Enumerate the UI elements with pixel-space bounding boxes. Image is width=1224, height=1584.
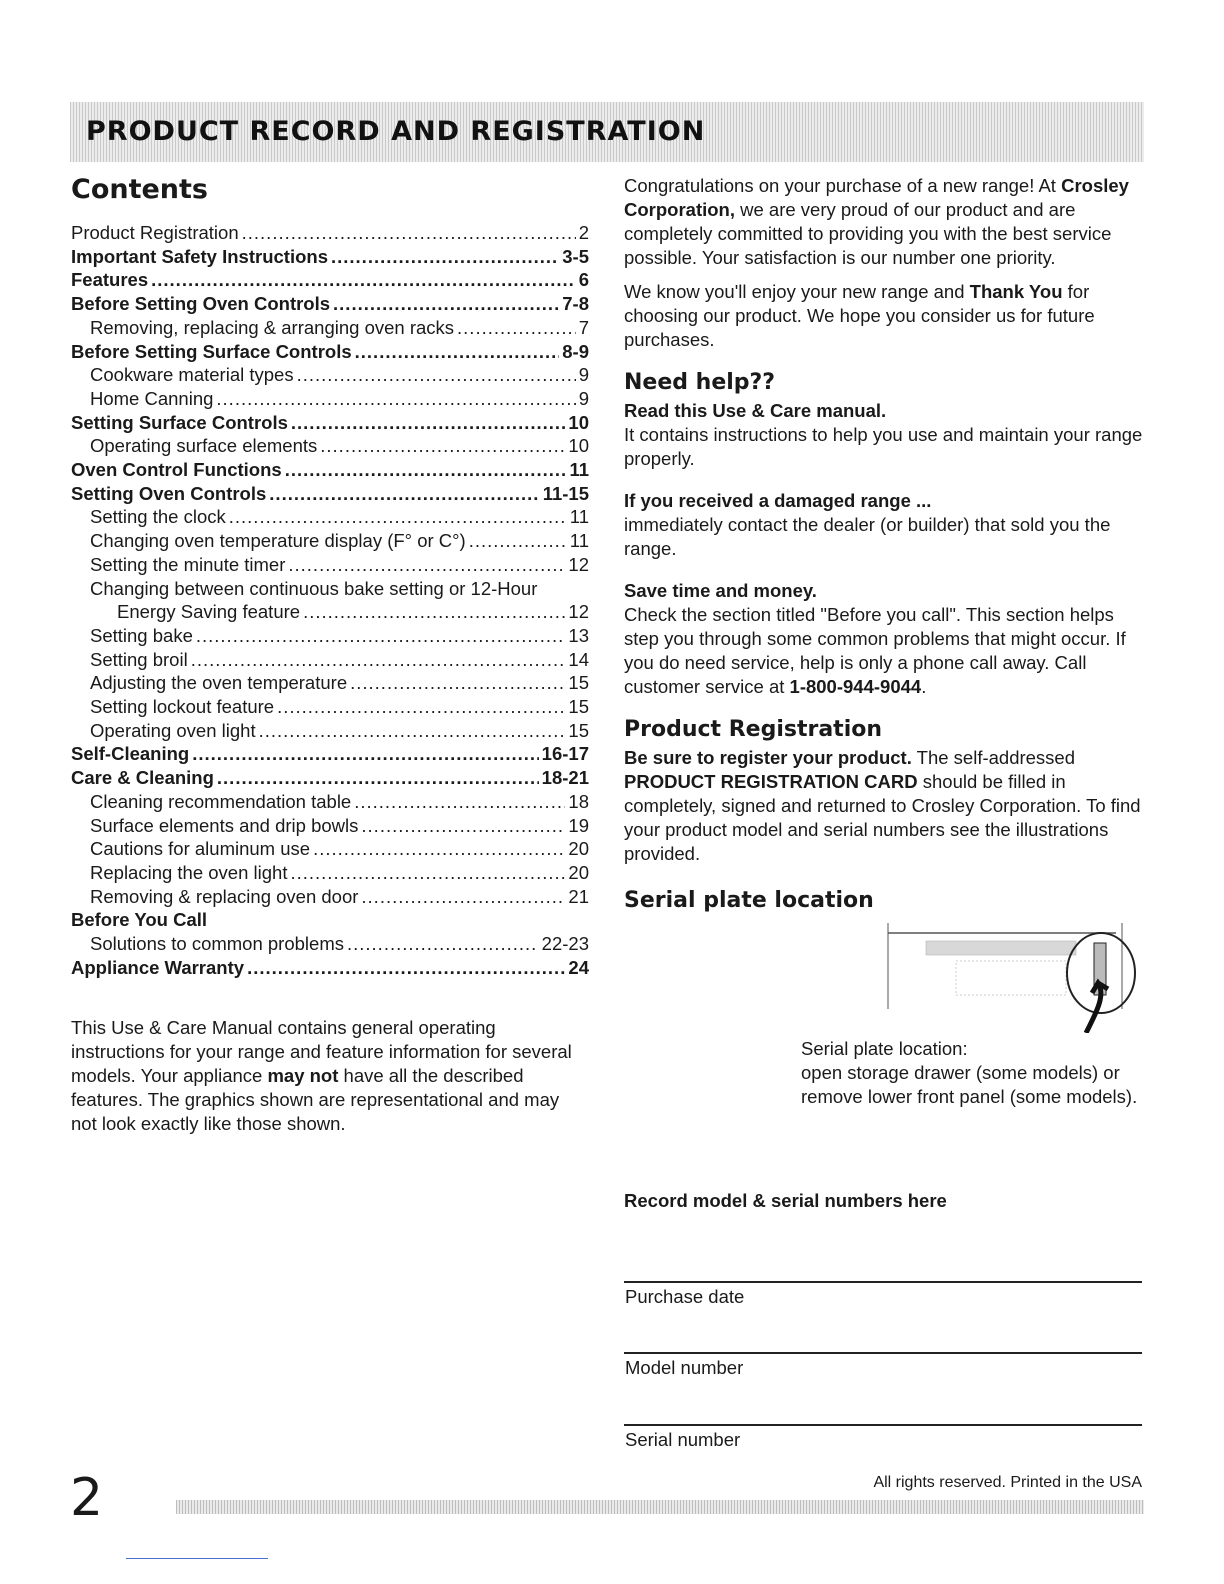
page-title: PRODUCT RECORD AND REGISTRATION [86,116,706,147]
help-text-end: . [921,676,927,697]
toc-leader-dots [269,482,539,506]
toc-leader-dots [303,600,565,624]
toc-page-number: 8-9 [562,340,589,362]
disclaimer-text-1: This Use & Care Manual contains general operating instructions for your range and feature information for several models. Your appliance [71,1016,572,1086]
toc-leader-dots [259,719,566,743]
toc-leader-dots [297,363,576,387]
toc-page-number: 12 [568,553,589,575]
intro-paragraph-2 [624,280,1144,352]
serial-number-line[interactable] [624,1424,1142,1426]
toc-leader-dots [291,411,566,435]
toc-label: Oven Control Functions [71,459,282,481]
toc-label: Setting Oven Controls [71,482,267,504]
intro-text: for choosing our product. We hope you consider us for future purchases. [624,281,1095,350]
toc-page-number: 24 [568,956,589,978]
toc-label: Before Setting Surface Controls [71,340,352,362]
toc-label: Setting broil [90,648,188,670]
toc-item [71,292,589,316]
toc-leader-dots [191,648,566,672]
toc-page-number: 6 [578,269,589,291]
toc-leader-dots [457,316,576,340]
toc-item [71,648,589,672]
toc-label: Setting lockout feature [90,696,275,718]
toc-label: Cleaning recommendation table [90,790,352,812]
toc-page-number: 10 [568,435,589,457]
toc-label: Setting Surface Controls [71,411,288,433]
toc-item [71,458,589,482]
help-text [624,603,1144,699]
toc-item [71,719,589,743]
range-drawer-illustration [886,923,1146,1033]
toc-label: Important Safety Instructions [71,245,328,267]
toc-item [71,387,589,411]
toc-page-number: 20 [568,838,589,860]
toc-item [71,837,589,861]
toc-label: Home Canning [90,387,214,409]
toc-page-number: 2 [578,222,589,243]
left-column [71,174,589,1136]
rights-text: All rights reserved. Printed in the USA [873,1474,1142,1491]
registration-heading: Product Registration [624,717,883,742]
help-section-save [624,579,1144,699]
disclaimer-bold: may not [267,1064,339,1086]
toc-leader-dots [242,221,576,245]
toc-label: Cookware material types [90,364,294,386]
toc-item [71,482,589,506]
serial-number-label: Serial number [625,1429,741,1450]
toc-item [71,861,589,885]
help-subhead: If you received a damaged range ... [624,490,932,511]
toc-item [71,316,589,340]
toc-item [71,529,589,553]
toc-label: Cautions for aluminum use [90,838,311,860]
toc-page-number: 21 [568,885,589,907]
need-help-heading: Need help?? [624,370,776,395]
toc-page-number: 7 [578,316,589,338]
serial-heading: Serial plate location [624,888,874,913]
toc-label: Operating oven light [90,719,256,741]
toc-label: Adjusting the oven temperature [90,672,348,694]
toc-leader-dots [347,932,539,956]
toc-item [71,221,589,245]
toc-page-number: 15 [568,696,589,718]
toc-item [71,411,589,435]
toc-label: Replacing the oven light [90,861,288,883]
toc-page-number: 11-15 [542,482,589,504]
registration-bold-1: Be sure to register your product. [624,747,912,768]
toc-label: Surface elements and drip bowls [90,814,359,836]
record-heading: Record model & serial numbers here [624,1190,947,1211]
toc-leader-dots [285,458,567,482]
toc-item [71,742,589,766]
toc-item [71,956,589,980]
toc-leader-dots [217,766,539,790]
purchase-date-label: Purchase date [625,1286,745,1307]
toc-page-number: 9 [578,387,589,409]
registration-text: should be filled in completely, signed and returned to Crosley Corporation. To find your product model and serial numbers see the illustrations provided. [624,771,1141,864]
toc-page-number: 20 [568,861,589,883]
toc-leader-dots [192,742,538,766]
serial-plate-illustration-area [624,917,1144,1122]
registration-paragraph [624,746,1144,866]
toc-label: Before You Call [71,909,208,931]
toc-leader-dots [361,814,565,838]
intro-text: We know you'll enjoy your new range and [624,281,970,302]
footer-bar [176,1500,1144,1514]
toc-label: Product Registration [71,222,239,243]
toc-item [71,908,589,932]
model-number-line[interactable] [624,1352,1142,1354]
intro-text: we are very proud of our product and are completely committed to providing you with the best service possible. Your satisfaction is our number one priority. [624,199,1112,268]
toc-label: Solutions to common problems [90,933,344,955]
toc-leader-dots [151,268,576,292]
toc-page-number: 11 [569,530,589,552]
toc-label: Removing, replacing & arranging oven racks [90,316,455,338]
toc-leader-dots [355,340,560,364]
toc-leader-dots [361,885,565,909]
toc-item [71,340,589,364]
help-text-body: Check the section titled "Before you call". This section helps step you through some common problems that might occur. If you do need service, help is only a phone call away. Call customer service at [624,604,1126,697]
intro-paragraph-1 [624,174,1144,270]
help-subhead: Save time and money. [624,580,817,601]
toc-leader-dots [196,624,566,648]
contents-heading: Contents [71,174,209,205]
toc-label: Before Setting Oven Controls [71,293,331,315]
toc-leader-dots [247,956,565,980]
toc-label: Changing between continuous bake setting or 12-Hour [90,577,538,599]
serial-caption-line: open storage drawer (some models) or [801,1062,1120,1083]
toc-leader-dots [331,245,559,269]
intro-text: Congratulations on your purchase of a new range! At [624,175,1062,196]
toc-page-number: 18-21 [541,767,589,789]
toc-page-number: 9 [578,364,589,386]
toc-page-number: 18 [568,790,589,812]
toc-item [71,624,589,648]
toc-page-number: 15 [568,672,589,694]
disclaimer [71,1016,589,1136]
toc-label: Setting the minute timer [90,553,286,575]
help-text: It contains instructions to help you use and maintain your range properly. [624,424,1143,469]
toc-item [71,245,589,269]
toc-item [71,505,589,529]
toc-page-number: 3-5 [562,245,589,267]
disclaimer-text-2: have all the described features. The graphics shown are representational and may not look exactly like those shown. [71,1064,560,1134]
toc-leader-dots [229,505,567,529]
bottom-rule [126,1558,268,1559]
toc-leader-dots [277,695,565,719]
toc-item [71,695,589,719]
toc-leader-dots [354,790,565,814]
company-name: Crosley Corporation, [624,175,1129,220]
toc-page-number: 11 [569,506,589,528]
toc-item [71,268,589,292]
page-number: 2 [70,1468,104,1528]
toc-leader-dots [350,671,565,695]
phone-number: 1-800-944-9044 [789,676,922,697]
toc-label: Operating surface elements [90,435,318,457]
toc-leader-dots [333,292,559,316]
toc-item [71,363,589,387]
toc-page-number: 15 [568,719,589,741]
toc-leader-dots [216,387,575,411]
toc-page-number: 14 [568,648,589,670]
toc-item [71,790,589,814]
toc-label: Features [71,269,149,291]
serial-caption-line: Serial plate location: [801,1038,968,1059]
help-subhead: Read this Use & Care manual. [624,400,887,421]
toc-page-number: 19 [568,814,589,836]
toc-item [71,814,589,838]
toc-item [71,766,589,790]
right-column [624,174,1144,1122]
serial-caption-line: remove lower front panel (some models). [801,1086,1138,1107]
toc-item [71,932,589,956]
toc-label: Care & Cleaning [71,767,214,789]
toc-label: Energy Saving feature [117,601,301,623]
toc-label: Self-Cleaning [71,743,190,765]
toc-item [71,671,589,695]
toc-page-number: 7-8 [562,293,589,315]
toc-page-number: 12 [568,601,589,623]
toc-label: Setting the clock [90,506,226,528]
toc-item [71,577,589,601]
help-section-manual [624,399,1144,471]
serial-caption [801,1037,1151,1109]
toc-item [71,553,589,577]
toc-leader-dots [313,837,565,861]
toc-leader-dots [320,434,565,458]
registration-text: The self-addressed [911,747,1076,768]
toc-label: Setting bake [90,624,193,646]
toc-label: Removing & replacing oven door [90,885,359,907]
toc-leader-dots [290,861,565,885]
toc-page-number: 22-23 [541,933,589,955]
thank-you-text: Thank You [969,281,1063,302]
toc-item [71,600,589,624]
purchase-date-line[interactable] [624,1281,1142,1283]
toc-page-number: 16-17 [541,743,589,765]
registration-card-name: PRODUCT REGISTRATION CARD [624,771,918,792]
toc-page-number: 10 [568,411,589,433]
toc-leader-dots [288,553,565,577]
help-text: immediately contact the dealer (or builder) that sold you the range. [624,514,1111,559]
help-section-damaged [624,489,1144,561]
toc-page-number: 11 [569,459,589,481]
toc-leader-dots [469,529,567,553]
toc-item [71,434,589,458]
toc-item [71,885,589,909]
table-of-contents [71,221,589,980]
toc-page-number: 13 [568,624,589,646]
toc-label: Appliance Warranty [71,956,245,978]
toc-label: Changing oven temperature display (F° or C°) [90,530,466,552]
model-number-label: Model number [625,1357,744,1378]
